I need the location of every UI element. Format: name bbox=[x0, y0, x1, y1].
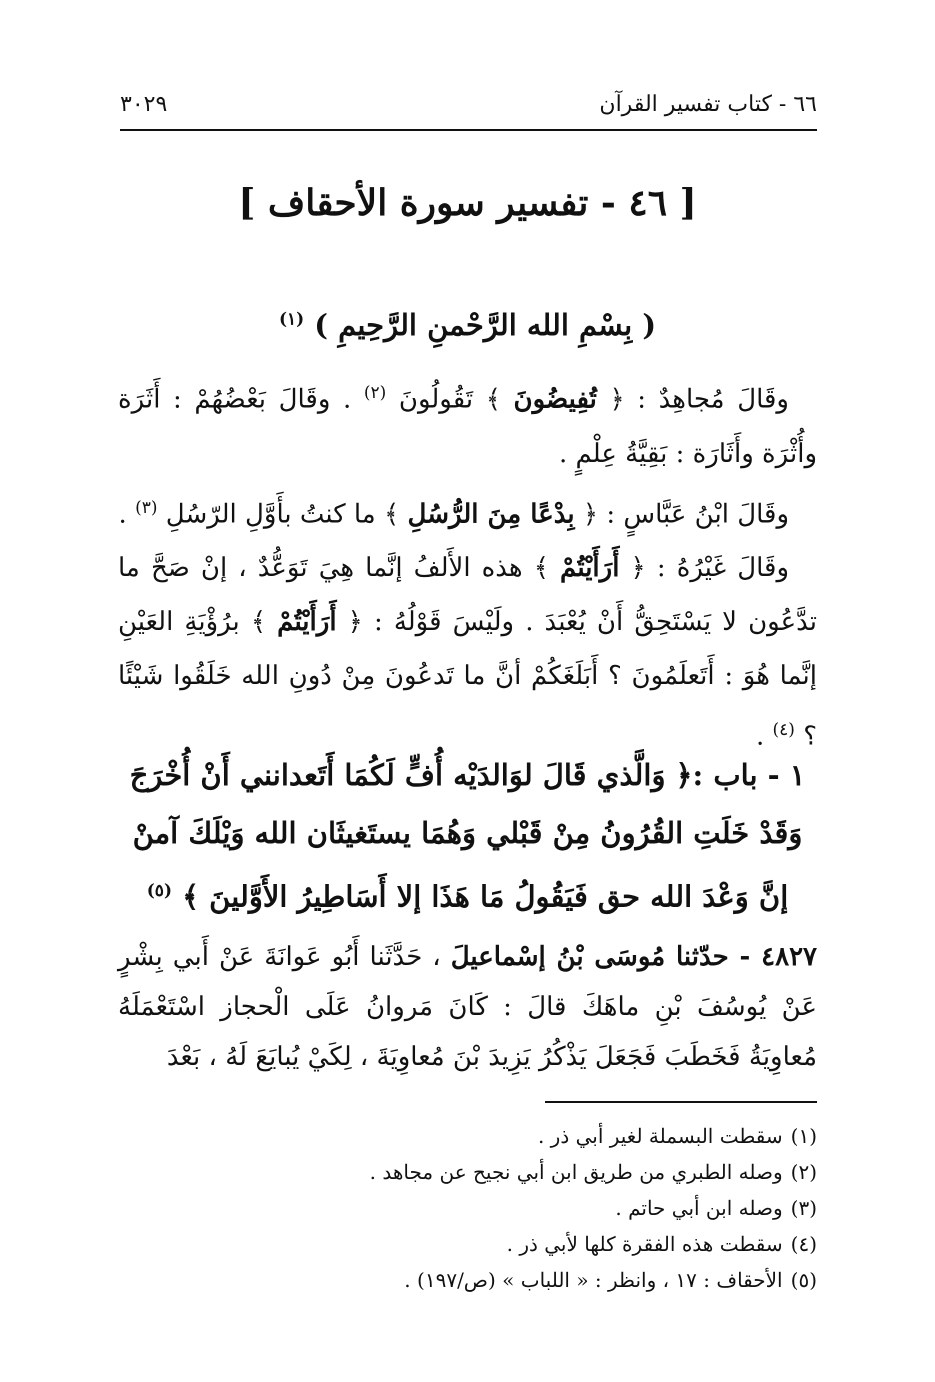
bab-text: ١ - باب :﴿ وَالَّذي قَالَ لوَالدَيْه أُفٍّ لَكُمَا أَتَعدانني أَنْ أُخْرَجَ وَقَدْ خَلَتِ القُرُونُ مِنْ قَبْلي وَهُمَا يستَغيثَان الله وَيْلَكَ آمنْ إنَّ وَعْدَ الله حق فَيَقُولُ مَا هَذَا إلا أَسَاطِيرُ الأَوَّلينَ ﴾ bbox=[129, 758, 806, 914]
commentary bbox=[118, 366, 817, 764]
footnote-ref: (٣) bbox=[135, 497, 158, 518]
quran-word: أَرَأَيْتُمْ bbox=[277, 607, 337, 638]
footnote bbox=[118, 1226, 817, 1262]
text-run: ﴾ تَقُولُونَ bbox=[398, 384, 501, 415]
page-number: ٣٠٢٩ bbox=[120, 91, 168, 117]
text-run: . وقَالَ بَعْضُهُمْ : أَثَرَة وأُثْرَة وأَثَارَة : بَقِيَّةُ عِلْمٍ . bbox=[118, 384, 817, 469]
footnote-rule bbox=[545, 1101, 817, 1103]
text-run: ﴾ ما كنتُ بأَوَّلِ الرّسُلِ bbox=[165, 499, 400, 530]
hadith-text: ، حَدَّثَنا أَبُو عَوانَةَ عَنْ أَبي بِشْرٍ عَنْ يُوسُفَ بْنِ ماهَكَ قالَ : كَانَ مَروانُ عَلَى الْحجاز اسْتَعْمَلَهُ مُعاوِيَةُ فَخَطَبَ فَجَعَلَ يَذْكُرُ يَزِيدَ بْنَ مُعاوِيَةَ ، لِكَيْ يُبايَعَ لَهُ ، بَعْدَ bbox=[118, 942, 817, 1072]
hadith-number: ٤٨٢٧ - حدّثنا مُوسَى بْنُ إسْماعيلَ bbox=[450, 942, 818, 972]
footnote-ref: (٥) bbox=[146, 881, 172, 901]
quran-word: تُفِيضُونَ bbox=[513, 384, 597, 415]
footnote-text: سقطت البسملة لغير أبي ذر . bbox=[537, 1124, 783, 1148]
text-run: . bbox=[755, 721, 765, 752]
footnote-text: وصله ابن أبي حاتم . bbox=[615, 1196, 783, 1220]
header-rule bbox=[120, 129, 817, 131]
surah-title: [ ٤٦ - تفسير سورة الأحقاف ] bbox=[238, 182, 697, 224]
footnote-marker: (١) bbox=[790, 1124, 817, 1148]
footnote bbox=[118, 1190, 817, 1226]
footnote bbox=[118, 1154, 817, 1190]
quran-phrase: بِدْعًا مِنَ الرُّسُلِ bbox=[407, 499, 575, 530]
footnote-text: سقطت هذه الفقرة كلها لأبي ذر . bbox=[506, 1232, 783, 1256]
footnote-text: الأحقاف : ١٧ ، وانظر : « اللباب » (ص/١٩٧) . bbox=[404, 1268, 783, 1292]
paragraph-mujahid bbox=[118, 366, 817, 481]
text-run: وقَالَ مُجاهِدٌ : ﴿ bbox=[609, 384, 789, 415]
hadith bbox=[118, 932, 817, 1082]
footnote-marker: (٤) bbox=[790, 1232, 817, 1256]
footnotes bbox=[118, 1118, 817, 1298]
text-run: . bbox=[118, 499, 127, 530]
footnote-marker: (٥) bbox=[790, 1268, 817, 1292]
running-header bbox=[120, 84, 817, 124]
footnote-marker: (٣) bbox=[790, 1196, 817, 1220]
footnote bbox=[118, 1118, 817, 1154]
paragraph-ibn-abbas bbox=[118, 481, 817, 542]
text-run: ﴾ هذه الأَلفُ إنَّما هِيَ تَوَعُّدٌ ، إنْ صَحَّ ما تدَّعُون لا يَسْتَحِقُّ أَنْ يُعْبَدَ . ولَيْسَ قَوْلُهُ : ﴿ bbox=[118, 553, 817, 638]
footnote-text: وصله الطبري من طريق ابن أبي نجيح عن مجاهد . bbox=[369, 1160, 783, 1184]
hadith-paragraph bbox=[118, 932, 817, 1082]
bab-heading bbox=[118, 746, 817, 926]
footnote-ref: (٢) bbox=[363, 383, 387, 403]
basmala-text: ( بِسْمِ الله الرَّحْمنِ الرَّحِيمِ ) bbox=[314, 308, 657, 342]
text-run: ﴾ برُؤْيَةِ العَيْنِ إنَّما هُوَ : أَتَعلَمُونَ ؟ أَبَلَغَكُمْ أنَّ ما تَدعُونَ مِنْ دُونِ الله خَلَقُوا شَيْئًا ؟ bbox=[118, 607, 817, 752]
paragraph-others bbox=[118, 541, 817, 764]
text-run: وقَالَ ابْنُ عَبَّاسٍ : ﴿ bbox=[582, 499, 789, 530]
text-run: وقَالَ غَيْرُهُ : ﴿ bbox=[630, 553, 790, 584]
footnote bbox=[118, 1262, 817, 1298]
quran-word: أَرَأَيْتُمْ bbox=[560, 553, 620, 584]
basmala-footnote-ref: (١) bbox=[278, 309, 305, 330]
footnote-ref: (٤) bbox=[772, 720, 795, 741]
basmala bbox=[0, 308, 935, 342]
chapter-heading: ٦٦ - كتاب تفسير القرآن bbox=[599, 91, 817, 117]
footnote-marker: (٢) bbox=[790, 1160, 817, 1184]
